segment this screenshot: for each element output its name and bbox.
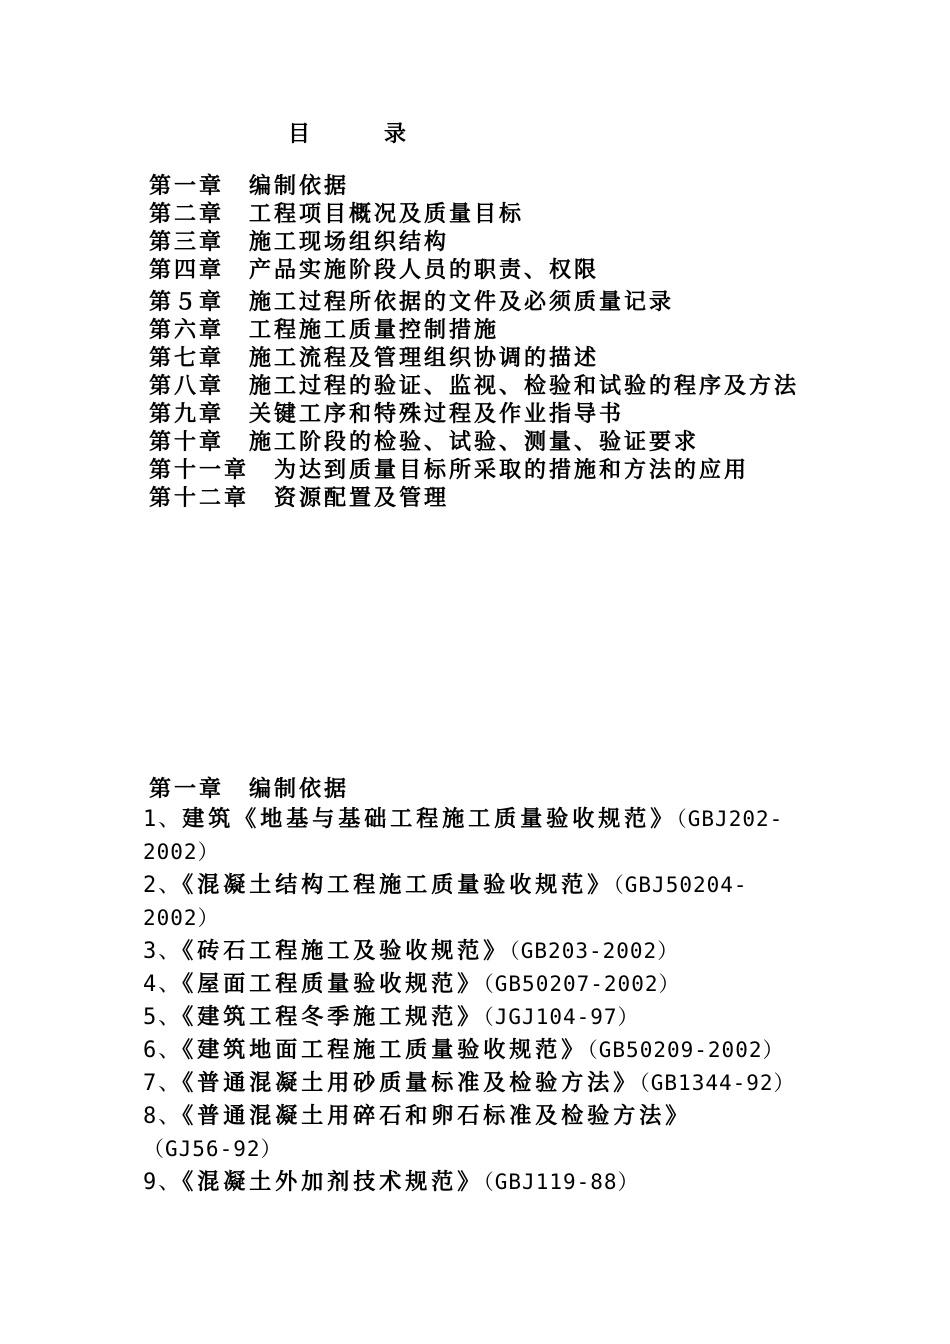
toc-chapter: 第一章 <box>149 173 225 199</box>
reference-code: （GB1344-92） <box>639 1071 796 1095</box>
reference-list <box>143 803 811 1199</box>
reference-title: 《砖石工程施工及验收规范》 <box>182 938 510 964</box>
reference-title: 建筑《地基与基础工程施工质量验收规范》 <box>182 806 677 832</box>
reference-title: 《混凝土结构工程施工质量验收规范》 <box>182 872 614 898</box>
toc-text: 产品实施阶段人员的职责、权限 <box>249 257 600 283</box>
reference-code: （GB50209-2002） <box>587 1038 785 1062</box>
reference-item <box>143 1100 811 1166</box>
reference-title: 《建筑工程冬季施工规范》 <box>182 1004 484 1030</box>
toc-item <box>149 372 809 400</box>
section-title: 编制依据 <box>249 776 350 802</box>
reference-number: 8、 <box>143 1104 183 1129</box>
toc-item <box>149 400 809 428</box>
toc-chapter: 第八章 <box>149 373 225 399</box>
reference-item <box>143 1034 811 1067</box>
reference-number: 3、 <box>143 939 183 964</box>
toc-text: 编制依据 <box>249 173 350 199</box>
reference-code: （GBJ202-2002） <box>143 807 784 864</box>
reference-number: 6、 <box>143 1038 183 1063</box>
toc-chapter: 第十一章 <box>149 457 250 483</box>
reference-item <box>143 935 811 968</box>
toc-item <box>149 172 809 200</box>
toc-text: 为达到质量目标所采取的措施和方法的应用 <box>274 457 750 483</box>
toc-chapter: 第十二章 <box>149 485 250 511</box>
reference-item <box>143 1067 811 1100</box>
toc-item <box>149 344 809 372</box>
reference-title: 《普通混凝土用碎石和卵石标准及检验方法》 <box>182 1103 692 1129</box>
reference-code: （GJ56-92） <box>143 1137 283 1161</box>
toc-item <box>149 288 809 316</box>
toc-item <box>149 228 809 256</box>
reference-number: 9、 <box>143 1170 183 1195</box>
table-of-contents <box>149 172 809 512</box>
toc-chapter: 第九章 <box>149 401 225 427</box>
reference-item <box>143 1001 811 1034</box>
toc-item <box>149 200 809 228</box>
toc-text: 工程项目概况及质量目标 <box>249 201 525 227</box>
reference-title: 《建筑地面工程施工质量验收规范》 <box>182 1037 588 1063</box>
toc-item <box>149 484 809 512</box>
toc-chapter: 第十章 <box>149 429 225 455</box>
toc-text: 施工阶段的检验、试验、测量、验证要求 <box>249 429 700 455</box>
toc-text: 施工过程的验证、监视、检验和试验的程序及方法 <box>249 373 800 399</box>
reference-code: （GBJ50204-2002） <box>143 873 748 930</box>
reference-code: （JGJ104-97） <box>483 1005 640 1029</box>
toc-chapter: 第七章 <box>149 345 225 371</box>
toc-title: 目 录 <box>287 121 432 147</box>
toc-chapter: 第二章 <box>149 201 225 227</box>
section-heading <box>149 772 349 803</box>
reference-code: （GB50207-2002） <box>483 972 681 996</box>
reference-item <box>143 869 811 935</box>
toc-text: 关键工序和特殊过程及作业指导书 <box>249 401 625 427</box>
reference-code: （GBJ119-88） <box>483 1170 640 1194</box>
reference-title: 《混凝土外加剂技术规范》 <box>182 1169 484 1195</box>
reference-number: 1、 <box>143 807 183 832</box>
reference-title: 《屋面工程质量验收规范》 <box>182 971 484 997</box>
toc-chapter: 第六章 <box>149 317 225 343</box>
reference-number: 5、 <box>143 1005 183 1030</box>
toc-item <box>149 316 809 344</box>
toc-item <box>149 456 809 484</box>
toc-chapter: 第５章 <box>149 289 225 315</box>
toc-item <box>149 428 809 456</box>
reference-title: 《普通混凝土用砂质量标准及检验方法》 <box>182 1070 640 1096</box>
toc-chapter: 第三章 <box>149 229 225 255</box>
reference-item <box>143 968 811 1001</box>
toc-text: 工程施工质量控制措施 <box>249 317 500 343</box>
toc-text: 施工现场组织结构 <box>249 229 450 255</box>
reference-number: 2、 <box>143 873 183 898</box>
toc-text: 施工流程及管理组织协调的描述 <box>249 345 600 371</box>
reference-number: 7、 <box>143 1071 183 1096</box>
reference-item <box>143 1166 811 1199</box>
toc-item <box>149 256 809 284</box>
reference-number: 4、 <box>143 972 183 997</box>
reference-code: （GB203-2002） <box>509 939 680 963</box>
toc-text: 施工过程所依据的文件及必须质量记录 <box>249 289 675 315</box>
reference-item <box>143 803 811 869</box>
toc-text: 资源配置及管理 <box>274 485 450 511</box>
toc-chapter: 第四章 <box>149 257 225 283</box>
section-chapter: 第一章 <box>149 776 225 802</box>
